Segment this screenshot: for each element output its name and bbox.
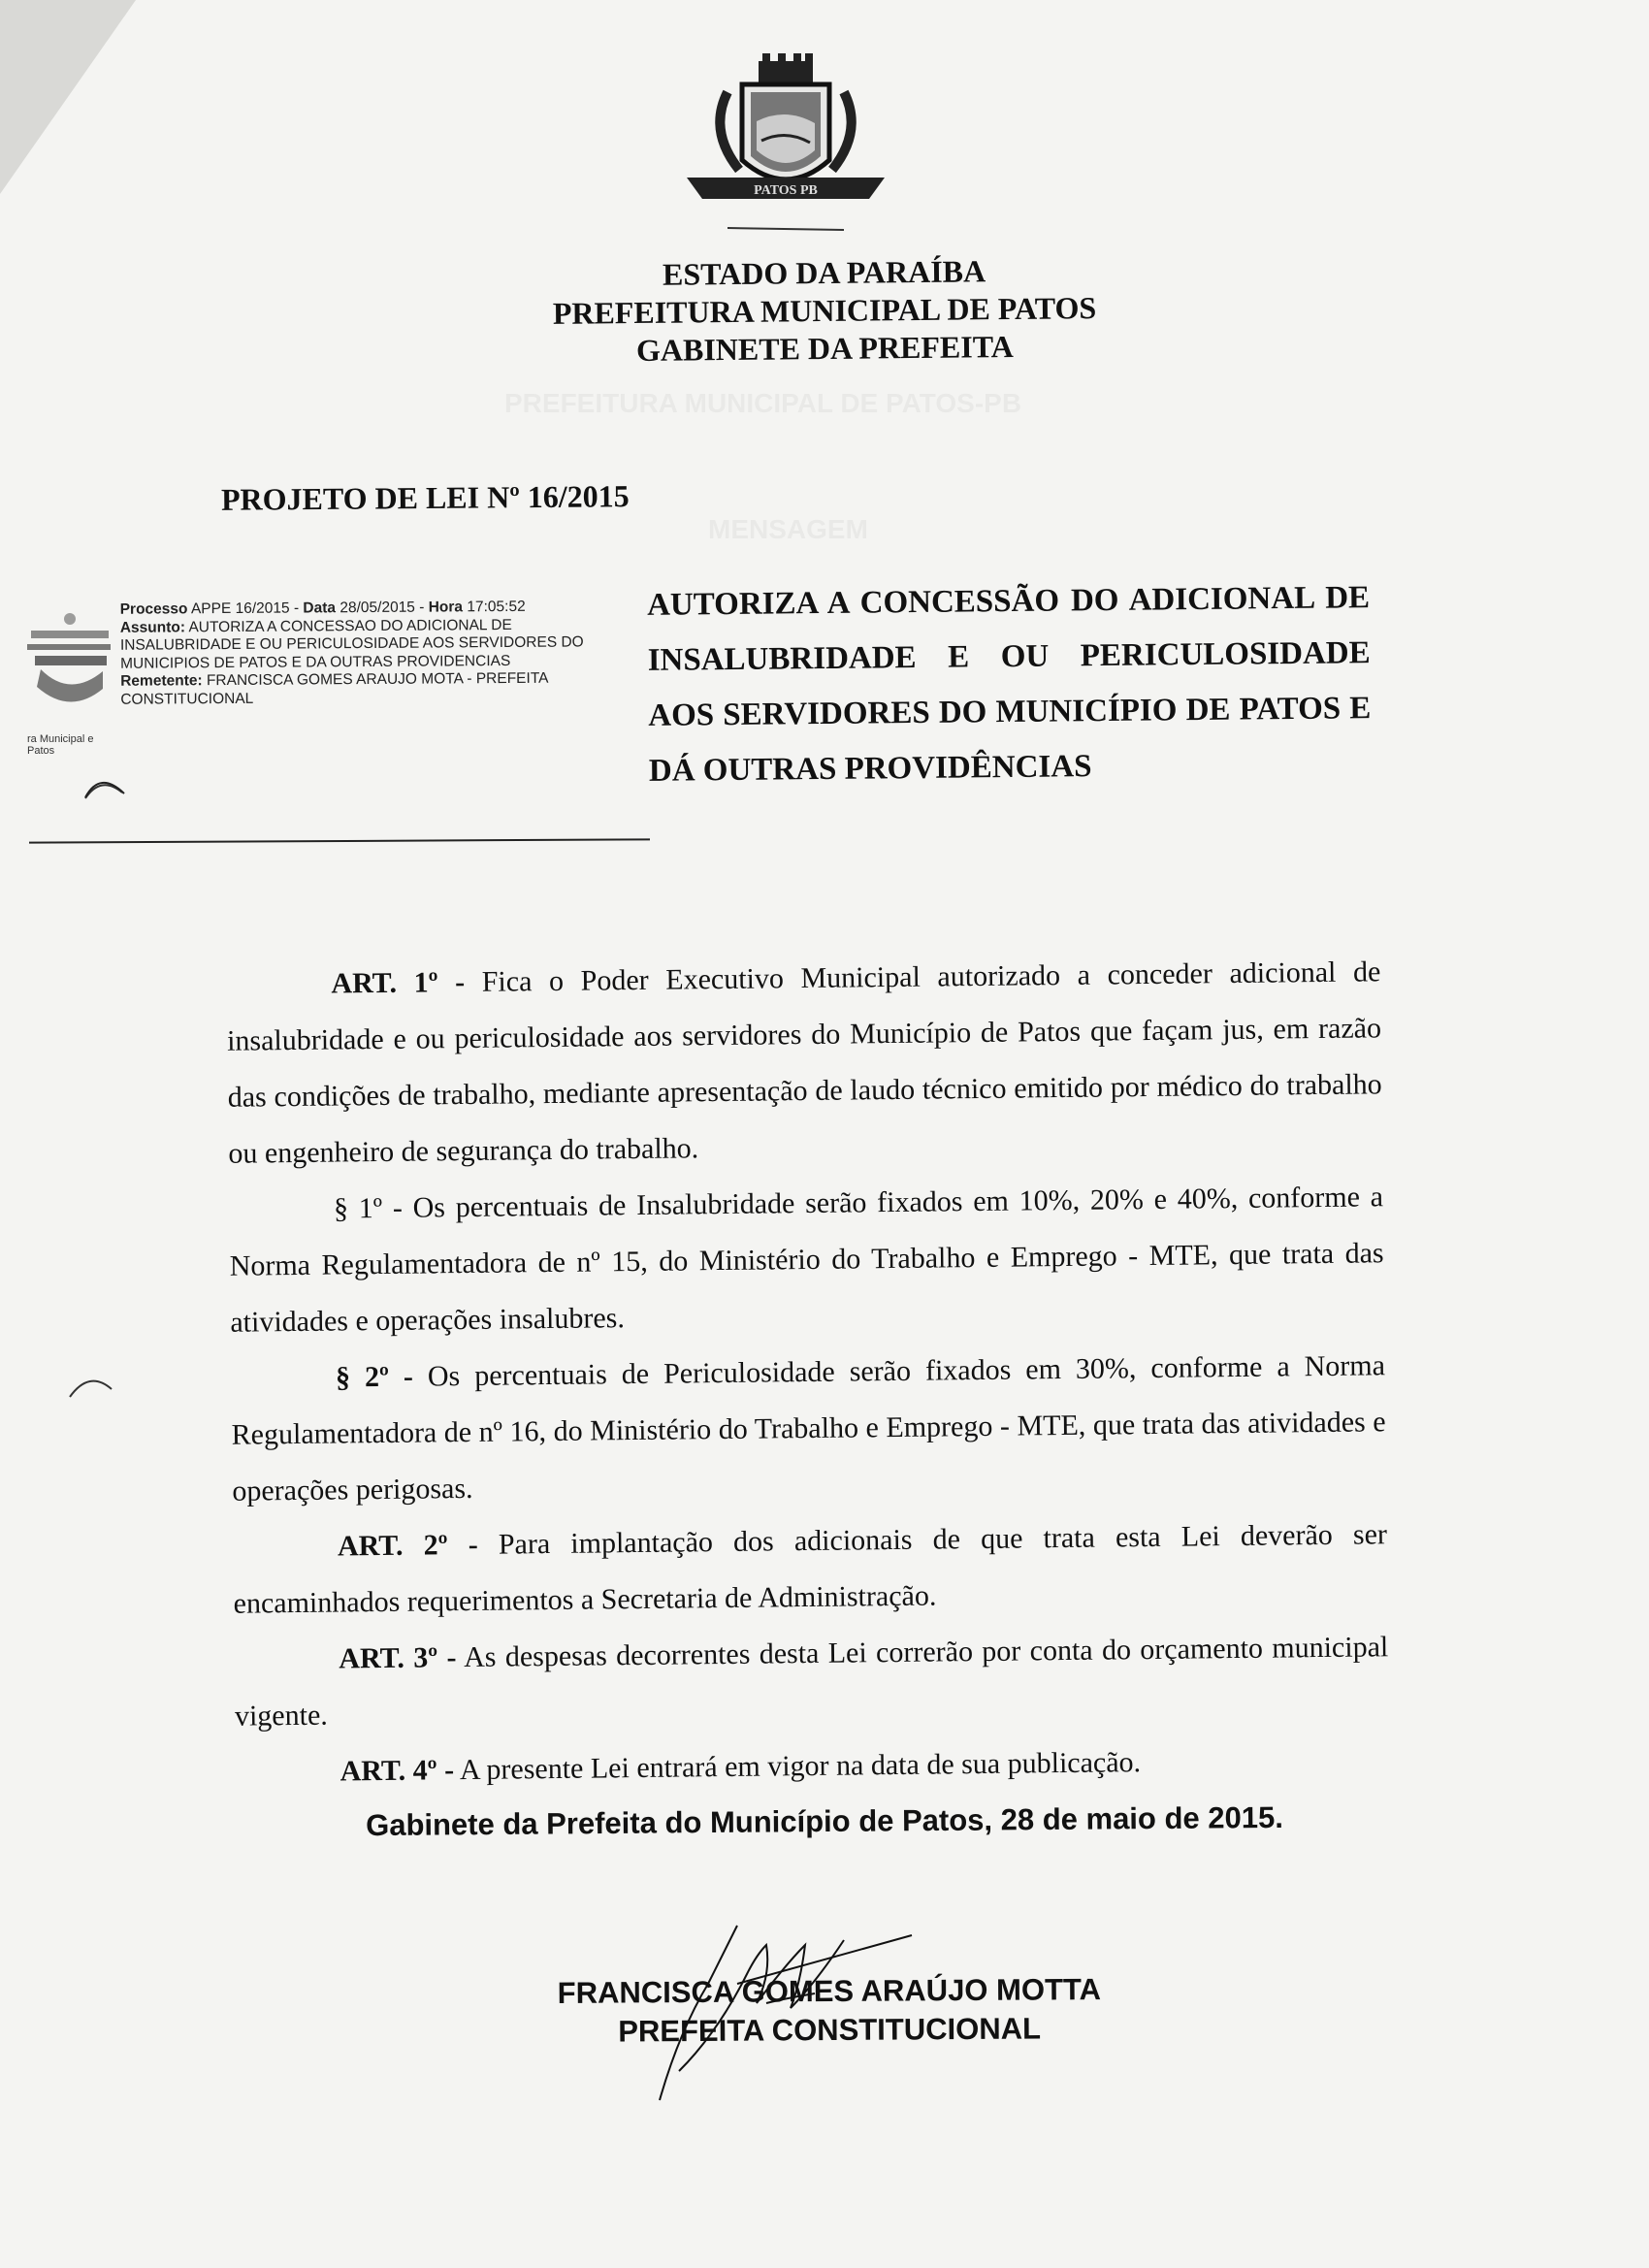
header-office: GABINETE DA PREFEITA: [635, 328, 1014, 369]
remetente-label: Remetente:: [120, 672, 203, 691]
divider-line: [29, 838, 650, 843]
article-label: ART. 1º -: [331, 965, 466, 1000]
hora-value: 17:05:52: [467, 598, 526, 616]
punch-hole-mark: [68, 1370, 116, 1399]
article-text: A presente Lei entrará em vigor na data de sua publicação.: [453, 1746, 1142, 1787]
data-value: 28/05/2015: [340, 599, 415, 617]
seal-caption: ra Municipal e Patos: [27, 733, 94, 757]
signer-title: PREFEITA CONSTITUCIONAL: [618, 2011, 1042, 2049]
processo-value: APPE 16/2015: [190, 599, 290, 618]
article-1-paragraph-2: [231, 1338, 1387, 1519]
project-title: PROJETO DE LEI Nº 16/2015: [220, 478, 630, 517]
article-text: Os percentuais de Insalubridade serão fixados em 10%, 20% e 40%, conforme a Norma Regulamentadora de nº 15, do Ministério do Trabalho e Emprego - MTE, que trata das atividades e operações insalubres.: [229, 1181, 1384, 1339]
processo-label: Processo: [119, 600, 188, 618]
article-label: § 1º -: [333, 1191, 404, 1225]
signer-block: [524, 1970, 1136, 2052]
signer-name: FRANCISCA GOMES ARAÚJO MOTTA: [557, 1972, 1102, 2010]
article-text: Fica o Poder Executivo Municipal autorizado a conceder adicional de insalubridade e ou periculosidade aos servidores do Município de Patos que façam jus, em razão das condições de trabalho, mediante apresentação de laudo técnico emitido por médico do trabalho ou engenheiro de segurança do trabalho.: [226, 956, 1382, 1170]
prefecture-seal-icon: [21, 611, 118, 728]
data-label: Data: [303, 599, 337, 617]
article-1: [226, 944, 1383, 1182]
article-label: ART. 3º -: [339, 1641, 457, 1675]
hora-label: Hora: [428, 599, 464, 616]
protocol-stamp: Processo APPE 16/2015 - Data 28/05/2015 - Hora 17:05:52 Assunto: AUTORIZA A CONCESSAO DO ADICIONAL DE INSALUBRIDADE E OU PERICULOSIDADE AOS SERVIDORES DO MUNICIPIOS DE PATOS E DA OUTRAS PROVIDENCIAS Remetente: FRANCISCA GOMES ARAUJO MOTA - PREFEITA CONSTITUCIONAL: [119, 598, 584, 708]
article-3: [234, 1619, 1389, 1744]
bill-body: [226, 944, 1390, 1800]
article-text: Os percentuais de Periculosidade serão fixados em 30%, conforme a Norma Regulamentadora de nº 16, do Ministério do Trabalho e Emprego - MTE, que trata das atividades e operações perigosas.: [231, 1349, 1386, 1507]
bill-summary: AUTORIZA A CONCESSÃO DO ADICIONAL DE INSALUBRIDADE E OU PERICULOSIDADE AOS SERVIDORES DO MUNICÍPIO DE PATOS E DÁ OUTRAS PROVIDÊNCIAS: [646, 580, 1372, 789]
article-text: As despesas decorrentes desta Lei correrão por conta do orçamento municipal vigente.: [234, 1631, 1389, 1733]
article-4: [235, 1732, 1390, 1800]
article-label: § 2º -: [335, 1360, 414, 1394]
article-2: [233, 1507, 1388, 1632]
bleed-through-text: [708, 514, 868, 545]
closing-place-date: Gabinete da Prefeita do Município de Patos, 28 de maio de 2015.: [365, 1799, 1284, 1843]
assunto-value: AUTORIZA A CONCESSAO DO ADICIONAL DE INSALUBRIDADE E OU PERICULOSIDADE AOS SERVIDORES DO MUNICIPIOS DE PATOS E DA OUTRAS PROVIDENCIAS: [119, 616, 584, 672]
article-label: ART. 2º -: [337, 1528, 478, 1563]
municipal-crest-logo: [669, 53, 902, 238]
punch-hole-mark: [76, 768, 134, 807]
article-label: ART. 4º -: [340, 1754, 455, 1788]
article-text: Para implantação dos adicionais de que trata esta Lei deverão ser encaminhados requerimentos a Secretaria de Administração.: [233, 1518, 1388, 1620]
document-header: [368, 249, 1280, 373]
svg-text:PATOS PB: PATOS PB: [754, 183, 818, 198]
header-prefecture: PREFEITURA MUNICIPAL DE PATOS: [552, 290, 1097, 331]
header-state: ESTADO DA PARAÍBA: [662, 253, 986, 292]
article-1-paragraph-1: [229, 1169, 1385, 1350]
folded-corner: [0, 0, 136, 194]
bleed-through-text: [504, 388, 1021, 419]
assunto-label: Assunto:: [119, 618, 186, 636]
remetente-value: FRANCISCA GOMES ARAUJO MOTA - PREFEITA CONSTITUCIONAL: [120, 670, 548, 708]
